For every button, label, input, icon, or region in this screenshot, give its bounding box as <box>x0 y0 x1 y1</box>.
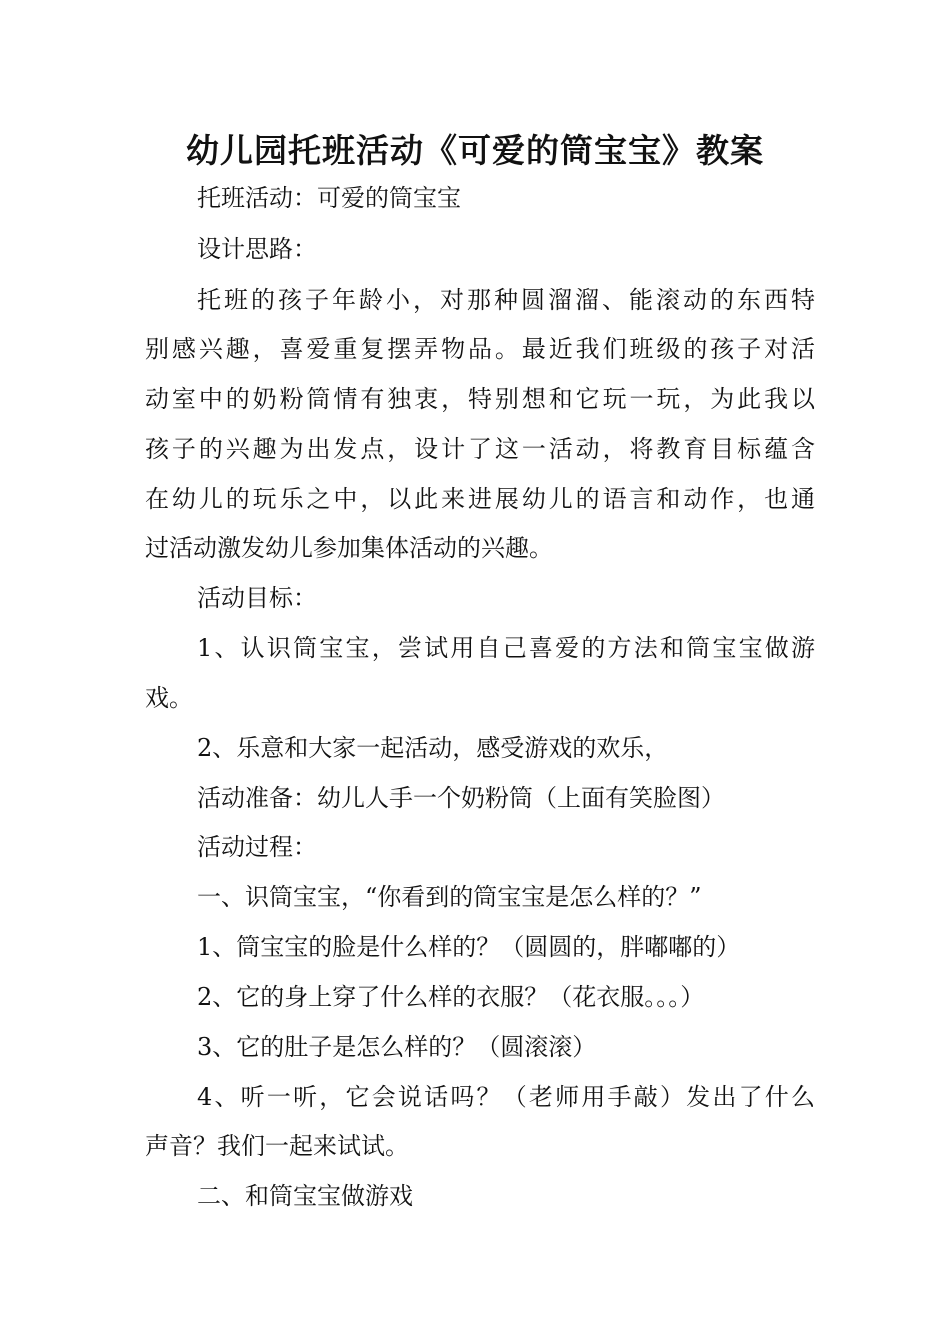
paragraph-line: 在幼儿的玩乐之中，以此来进展幼儿的语言和动作，也通 <box>145 485 815 513</box>
paragraph-line: 动室中的奶粉筒情有独衷，特别想和它玩一玩，为此我以 <box>145 385 815 413</box>
section-heading: 活动过程： <box>197 833 317 861</box>
list-item: 2、它的身上穿了什么样的衣服？（花衣服。。。） <box>197 983 705 1011</box>
text-line: 托班活动：可爱的筒宝宝 <box>197 184 461 212</box>
list-item-continuation: 声音？我们一起来试试。 <box>145 1132 409 1160</box>
list-item-continuation: 戏。 <box>145 684 193 712</box>
step-heading: 二、和筒宝宝做游戏 <box>197 1182 413 1210</box>
list-item: 3、它的肚子是怎么样的？（圆滚滚） <box>197 1033 597 1061</box>
paragraph-line: 托班的孩子年龄小，对那种圆溜溜、能滚动的东西特 <box>197 286 815 314</box>
section-heading: 活动目标： <box>197 584 317 612</box>
document-title: 幼儿园托班活动《可爱的筒宝宝》教案 <box>186 131 764 170</box>
list-item: 1、筒宝宝的脸是什么样的？（圆圆的，胖嘟嘟的） <box>197 933 741 961</box>
list-item: 1、认识筒宝宝，尝试用自己喜爱的方法和筒宝宝做游 <box>197 634 815 662</box>
step-heading: 一、识筒宝宝，“你看到的筒宝宝是怎么样的？” <box>197 883 702 911</box>
paragraph-line: 别感兴趣，喜爱重复摆弄物品。最近我们班级的孩子对活 <box>145 335 815 363</box>
list-item: 2、乐意和大家一起活动，感受游戏的欢乐， <box>197 734 669 762</box>
text-line: 活动准备：幼儿人手一个奶粉筒（上面有笑脸图） <box>197 784 725 812</box>
text-line: 设计思路： <box>197 235 317 263</box>
list-item: 4、听一听，它会说话吗？（老师用手敲）发出了什么 <box>197 1083 815 1111</box>
paragraph-line: 过活动激发幼儿参加集体活动的兴趣。 <box>145 534 553 562</box>
paragraph-line: 孩子的兴趣为出发点，设计了这一活动，将教育目标蕴含 <box>145 435 815 463</box>
